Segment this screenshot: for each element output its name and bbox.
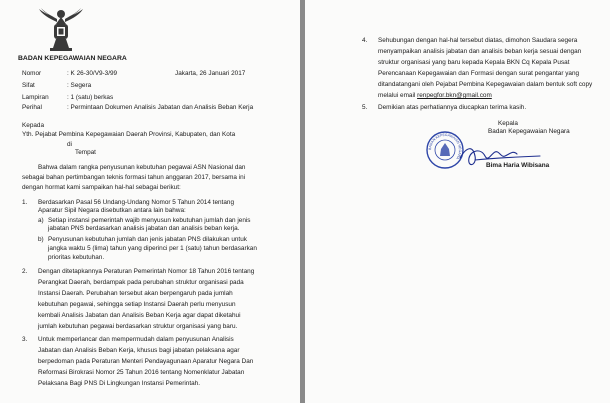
item-1b-label: b) xyxy=(38,236,44,243)
item-2-line: Dengan ditetapkannya Peraturan Pemerintah Nomor 18 Tahun 2016 tentang xyxy=(38,268,255,275)
signatory-name: Bima Haria Wibisana xyxy=(486,162,550,169)
item-3-line: Reformasi Birokrasi Nomor 25 Tahun 2016 tentang Nomenklatur Jabatan xyxy=(38,369,245,376)
nomor-label: Nomor xyxy=(22,70,42,77)
sifat-label: Sifat xyxy=(22,82,35,89)
handwritten-signature-icon xyxy=(455,138,545,178)
seal-ring-text: BADAN KEPEGAWAIAN NEGARA xyxy=(427,132,463,161)
perihal-label: Perihal xyxy=(22,104,42,111)
item-1b-line: prioritas kebutuhan. xyxy=(48,254,105,261)
item-1a-line: Setiap instansi pemerintah wajib menyusun kebutuhan jumlah dan jenis xyxy=(48,217,251,224)
item-2-number: 2. xyxy=(22,268,28,275)
intro-line-1: Bahwa dalam rangka penyusunan kebutuhan pegawai ASN Nasional dan xyxy=(38,164,246,171)
item-3-line: Untuk memperlancar dan mempermudah dalam penyusunan Analisis xyxy=(38,336,234,343)
item-3-line: Pelaksana Bagi PNS Di Lingkungan Instansi Pemerintah. xyxy=(38,380,200,387)
di-label: di xyxy=(67,141,72,148)
item-4-line: Sehubungan dengan hal-hal tersebut diatas, dimohon Saudara segera xyxy=(378,37,578,44)
item-1-line: Berdasarkan Pasal 56 Undang-Undang Nomor 5 Tahun 2014 tentang xyxy=(38,199,234,206)
tempat-label: Tempat xyxy=(75,149,96,156)
recipient: Yth. Pejabat Pembina Kepegawaian Daerah Provinsi, Kabupaten, dan Kota xyxy=(22,131,236,138)
letter-date: Jakarta, 26 Januari 2017 xyxy=(175,70,246,77)
email-link[interactable]: renpegfor.bkn@gmail.com xyxy=(417,92,492,99)
item-3-number: 3. xyxy=(22,336,28,343)
item-4-number: 4. xyxy=(362,37,368,44)
item-1b-line: Penyusunan kebutuhan jumlah dan jenis jabatan PNS dilakukan untuk xyxy=(48,236,247,243)
item-1-number: 1. xyxy=(22,199,28,206)
item-2-line: Perangkat Daerah, berdampak pada perubahan struktur organisasi pada xyxy=(38,279,244,286)
intro-line-2: sebagai bahan pertimbangan teknis formasi tahun anggaran 2017, bersama ini xyxy=(22,174,246,181)
item-4-line: Perencanaan Kepegawaian dan Formasi dengan surat pengantar yang xyxy=(378,70,580,77)
item-5-text: Demikian atas perhatiannya diucapkan terima kasih. xyxy=(378,104,527,111)
item-2-line: kebutuhan pegawai, sehingga setiap Instansi Daerah perlu menyusun xyxy=(38,301,236,308)
item-1a-label: a) xyxy=(38,217,44,224)
item-1b-line: jangka waktu 5 (lima) tahun yang diperinci per 1 (satu) tahun berdasarkan xyxy=(48,245,257,252)
item-4-line: menyampaikan analisis jabatan dan analisis beban kerja sesuai dengan xyxy=(378,48,582,55)
garuda-emblem-icon xyxy=(38,4,84,54)
intro-line-3: dengan hormat kami sampaikan hal-hal sebagai berikut: xyxy=(22,184,181,191)
kepada-label: Kepada xyxy=(22,122,45,129)
item-3-line: berpedoman pada Peraturan Menteri Pendayagunaan Aparatur Negara Dan xyxy=(38,358,254,365)
nomor-value: : K 26-30/V9-3/99 xyxy=(67,70,118,77)
item-2-line: kembali Analisis Jabatan dan Analisis Beban Kerja agar dapat diketahui xyxy=(38,312,241,319)
item-1a-line: jabatan PNS berdasarkan analisis jabatan dan analisis beban kerja. xyxy=(48,225,240,232)
perihal-value: : Permintaan Dokumen Analisis Jabatan dan Analisis Beban Kerja xyxy=(67,104,254,111)
item-3-line: Jabatan dan Analisis Beban Kerja, khusus bagi jabatan pelaksana agar xyxy=(38,347,240,354)
letter-page-1 xyxy=(0,0,300,403)
email-prefix: melalui email xyxy=(378,92,418,99)
item-5-number: 5. xyxy=(362,104,368,111)
item-1-line: Aparatur Sipil Negara disebutkan antara lain bahwa: xyxy=(38,207,186,214)
letter-page-2 xyxy=(305,0,610,403)
sifat-value: : Segera xyxy=(67,82,92,89)
item-2-line: Instansi Daerah. Perubahan tersebut akan berpengaruh pada jumlah xyxy=(38,290,233,297)
lampiran-value: : 1 (satu) berkas xyxy=(67,94,114,101)
signature-title-2: Badan Kepegawaian Negara xyxy=(488,128,570,135)
item-4-email-line xyxy=(378,92,492,100)
agency-name: BADAN KEPEGAWAIAN NEGARA xyxy=(18,55,127,62)
signature-title-1: Kepala xyxy=(498,120,518,127)
item-2-line: jumlah kebutuhan pegawai berdasarkan struktur organisasi yang baru. xyxy=(38,323,238,330)
lampiran-label: Lampiran xyxy=(22,94,49,101)
item-4-line: ditandatangani oleh Pejabat Pembina Kepegawaian dalam bentuk soft copy xyxy=(378,81,593,88)
item-4-line: struktur organisasi yang baru kepada Kepala BKN Cq Kepala Pusat xyxy=(378,59,570,66)
